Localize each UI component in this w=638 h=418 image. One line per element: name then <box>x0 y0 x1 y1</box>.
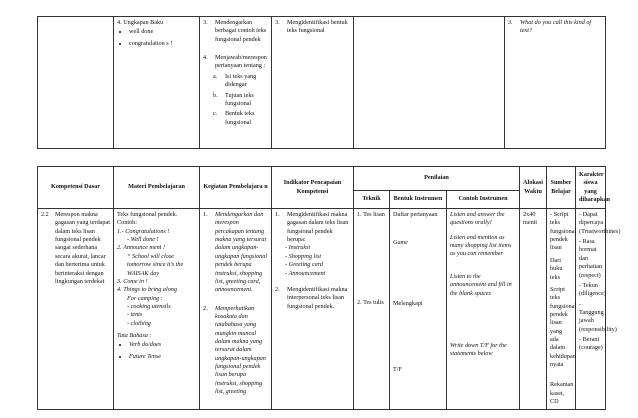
list-item: • well done <box>129 28 196 36</box>
sumber-cell: - Script teks fungsional pendek lisan Dari buku teks Script teks fungsional pendek lisan yang ada dalam kehidupan nyata Rekaman kaset, CD <box>547 209 576 410</box>
header-sumber: Sumber Belajar <box>547 167 576 209</box>
ungkapan-list <box>117 28 196 48</box>
top-materi-cell <box>38 17 114 149</box>
list-item: a. Isi teks yang didengar <box>213 72 257 89</box>
table-row <box>38 209 606 410</box>
kd-cell: 2.2 Merespon makna gagasan yang terdapat dalam teks lisan fungsional pendek sangat sederhana secara akurat, lancar dan berterima untuk berinteraksi dengan lingkungan terdekat <box>38 209 114 410</box>
header-indikator: Indikator Pencapaian Kompetensi <box>272 167 354 209</box>
list-item: 1. Mendengarkan dan merespon percakapan tentang makna yang tersurat dalam ungkapan-ungkapan fungsional pendek berupa instruksi, shopping list, greeting card, announcement. <box>203 211 268 294</box>
table-row <box>38 17 606 149</box>
header-bentuk: Bentuk Instrumen <box>390 191 447 209</box>
karakter-cell: - Dapat dipercaya (Trustworthines) - Rasa hormat dan perhatian (respect) - Tekun (diligence) - Tanggung jawab (responsibility) - Berani (courage) <box>576 209 606 410</box>
list-item: • Future Tense <box>129 353 196 361</box>
top-materi-cell-2 <box>114 17 200 149</box>
header-kompetensi: Kompetensi Dasar <box>38 167 114 209</box>
materi-cell: Teks fungsional pendek. Contoh: 1.- Congratulations ! - Well done ! 2. Announce ment ! “ School will close tomorrow since it’s the WAISAK day 3. Come in ! 4. Things to bring along For camping : - cooking utensils - tents - clothing Tata Bahasa : • Verb do/does • Future Tense <box>114 209 200 410</box>
list-item: • congratulation s ! <box>129 40 196 48</box>
header-alokasi: Alokasi Waktu <box>520 167 547 209</box>
top-table <box>37 16 606 149</box>
header-kegiatan: Kegiatan Pembelajara n <box>200 167 272 209</box>
grammar-list <box>117 341 196 361</box>
list-item: 2. Memperhatikan kosakata dan tatabahasa yang mungkin muncul dalam makna yang tersurat dalam ungkapan-ungkapan fungsional pendek lisan berupa instruksi, shopping list, greeting <box>203 304 266 396</box>
list-item: 1. Mengidentifikasi makna gagasan dalam teks lisan fungsional pendek berupa: <box>275 211 349 244</box>
top-contoh-cell <box>505 17 606 149</box>
kegiatan-cell <box>200 209 272 410</box>
sub-list: - Instruksi - Shopping list - Greeting card - Announcement <box>285 244 326 277</box>
list-item: 3. Mengidentifikasi bentuk teks fungsional <box>275 19 348 35</box>
ungkapan-title: 4. Ungkapan Baku <box>117 19 164 26</box>
list-item: c. Bentuk teks fungsional <box>213 110 255 126</box>
top-kegiatan-cell <box>200 17 272 149</box>
list-item: 2. Mengidentifikasi makna interpersonal teks lisan fungsional pendek. <box>275 285 348 310</box>
header-penilaian: Penilaian <box>354 167 520 191</box>
indikator-cell <box>272 209 354 410</box>
header-teknik: Teknik <box>354 191 390 209</box>
list-item: • Verb do/does <box>129 341 196 349</box>
header-materi: Materi Pembelajaran <box>114 167 200 209</box>
header-karakter: Karakter siswa yang diharapkan <box>576 167 606 209</box>
bentuk-cell: Daftar pertanyaan Game Melengkapi T/F <box>390 209 447 410</box>
list-item: 4. Menjawab/merespon pertanyaan tentang : <box>203 54 267 70</box>
teknik-cell: 1. Tes lisan 2. Tes tulis <box>354 209 390 410</box>
list-item: 3. What do you call this kind of text? <box>508 19 592 35</box>
sub-list <box>203 73 268 127</box>
top-indikator-cell <box>272 17 354 149</box>
syllabus-table <box>37 166 621 410</box>
list-item: b. Tujuan teks fungsional <box>213 91 254 107</box>
contoh-cell: Listen and answer the questions orally! Listen and mention as many shopping list items as you can remember Listen to the announcement and fill in the blank spaces Write down T/F for the statements below <box>447 209 520 410</box>
top-penilaian-cell <box>354 17 505 149</box>
header-contoh: Contoh Instrumen <box>447 191 520 209</box>
list-item: 3. Mendengarkan berbagai contoh teks fungsional pendek <box>203 19 267 43</box>
alokasi-cell: 2x40 menit <box>520 209 547 410</box>
